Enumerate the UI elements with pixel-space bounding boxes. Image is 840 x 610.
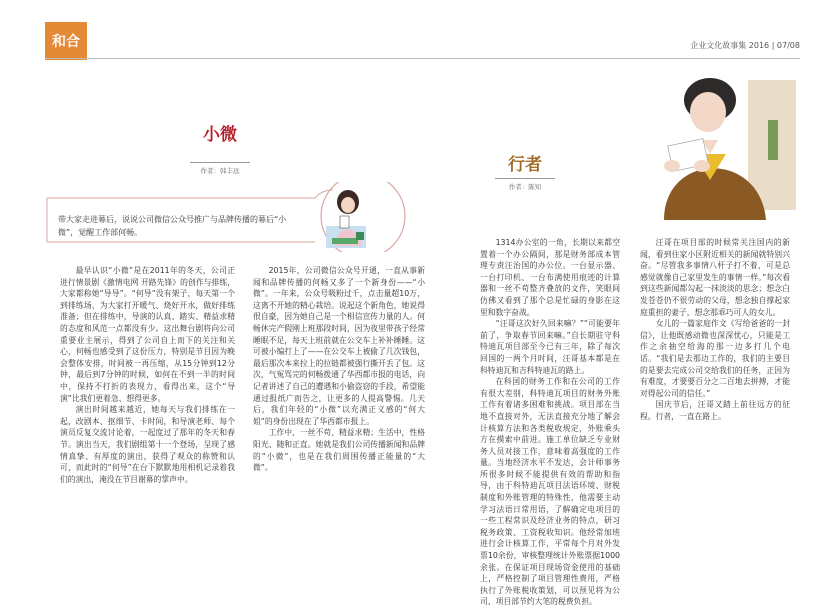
article1-byline: 作者：韩丰远	[200, 167, 240, 175]
article1-paragraph: 最早认识“小微”是在2011年的冬天，公司正进行情景剧《激情电网 开路先锋》的创作与排练，大家都称她“导导”。“何导”没有架子，每天第一个到排练场，为大家打开暖气、烧好开水，做好排练准备；但在排练中，导演的认真、踏实、精益求精的态度和风范一点都没有少。这出舞台剧将向公司重要业主展示，得到了公司自上而下的关注和关心，何畅也感受到了这份压力，特别是节目因为晚会整体安排，时间被一再压缩，从15分钟到12分钟，最后到7分钟的时候，如何在不到一半的时间中，保持不打折的表现力，看得出来，这个“导演”比我们更着急、想得更多。	[60, 266, 235, 403]
article1-column-2	[253, 265, 425, 474]
man-reading-letter-illustration	[598, 70, 800, 220]
article1-paragraph: 演出时间越来越近，她每天与我们排练在一起，改剧本、抠细节、卡时间，和导演老师、每个演员反复交流讨论着，一起度过了那年的冬天和春节。演出当天，我们剧组第十一个登场，呈现了感情真挚、有厚度的演出，获得了观众的称赞和认可，而此时的“何导”在台下默默地用相机记录着我们的演出，淹没在节目谢幕的掌声中。	[60, 405, 235, 484]
article2-title-rule	[495, 178, 555, 179]
article1-intro: 带大家走进幕后，说说公司微信公众号推广与品牌传播的幕后“小微”，觉醒工作部何畅。	[58, 215, 287, 237]
article2-title: 行者	[508, 155, 542, 175]
article2-column-1	[480, 237, 620, 608]
article2-column-2	[640, 237, 790, 423]
header-rule	[45, 58, 800, 59]
magazine-info: 企业文化故事集 2016 | 07/08	[690, 41, 800, 50]
article2-paragraph: 1314办公室的一角，长期以来都空置着一个办公隔间，那是财务部成本管理专责汪治国的办公位。一台显示器、一台打印机、一台布满使用痕迹的计算器和一丝不苟整齐叠放的文件，笑眼间仿佛又看到了那个总是忙碌的身影在这里和数字奋战。	[480, 238, 620, 317]
article2-byline: 作者：陈知	[508, 183, 542, 191]
article1-title: 小微	[203, 125, 237, 145]
article1-title-rule	[190, 162, 250, 163]
article1-column-1	[60, 265, 235, 485]
article2-paragraph: 女儿的一篇家庭作文《写给爸爸的一封信》，让他既感动微也深深忧心，只能是工作之余抽空给海的那一边多打几个电话。“我们是去那边工作的，我们的主要目的是要去完成公司交给我们的任务，正因为有难度，才要要百分之二百地去拼搏，才能对得起公司的信任。”	[640, 319, 790, 398]
article2-paragraph: 汪哥在项目部的时候常关注国内的新闻，看到住家小区附近相关的新闻就特别兴奋。“尽管我多事情八杆子打不着，可是总感觉就像自己家里发生的事情一样。”每次看到这些新闻都勾起一抹淡淡的思念；想念白发苍苍仍不很劳动的父母，想念独自撑起家庭重担的妻子，想念那乖巧可人的女儿。	[640, 238, 790, 317]
article1-paragraph: 工作中，一丝不苟、精益求精；生活中，性格阳光、随和正直。她就是我们公司传播新闻和品牌的“小微”，也是在我们周围传播正能量的“大微”。	[253, 428, 425, 473]
section-tab: 和合	[45, 22, 87, 60]
article2-paragraph: “汪哥这次好久回来嘛？”“可能要年前了，争取春节回来嘛。”自长期驻守科特迪瓦项目部至今已有三年，除了每次回国的一两个月时间，汪哥基本都是在科特迪瓦和吉科特迪瓦的路上。	[480, 319, 620, 375]
article2-paragraph: 在科国的财务工作和在公司的工作有很大差别，科特迪瓦项目的财务外账工作有着诸多困难和挑战。项目部在当地不直接对外，无法直接充分地了解会计核算方法和各类税收规定，外账乘头方在摸索中前进。施工单位缺乏专业财务人员对接工作，意味着高强度的工作量。当地经济水平不发达，会计师事务所很多时候不能提供有效的帮助和指导，由于科特迪瓦项目法语环境、财税制度和外账管理的特殊性，他需要主动学习法语日常用语，了解确定电项目的一些工程常识及经济业务的特点，研习税务政策、工资税收知识。他经常加班进行会计核算工作，平常每个月对外发票10余份，审核整理统计外账票据1000余张。在保证项目现场资金使用的基础上，严格控制了项目管理性费用，严格执行了外账税收策划，可以预见将为公司、项目部节约大笔的税费负担。	[480, 377, 620, 607]
woman-with-phone-illustration	[318, 186, 376, 248]
article2-paragraph: 国庆节后，汪哥又踏上前往远方的征程。行者，一直在路上。	[640, 400, 790, 421]
article1-paragraph: 2015年，公司微信公众号开通，一直从事新闻和品牌传播的何畅又多了一个新身份——“小微”。一年来，公众号吸粉过千，点击量超10万，这离不开她的精心栽培。说起这个新角色，她说得很自豪，因为她自己是一个相信宣传力量的人。何畅休完产假刚上班那段时间，因为夜里带孩子经常睡眠不足，每天上班前就在公交车上补补睡睡。这可被小编打上了——在公交车上被偷了几次钱包，最后那次本来拉上的拉链都被强行撕开丢了包。这次，气冤骂完的何畅拨通了华西都市报的电话，向记者讲述了自己的遭遇和小偷盗窃的手段，希望能通过报纸广而告之，让更多的人提高警惕。几天后，我们年轻的“小微”以充满正义感的“何大姐”的身份出现在了华西都市报上。	[253, 266, 425, 426]
